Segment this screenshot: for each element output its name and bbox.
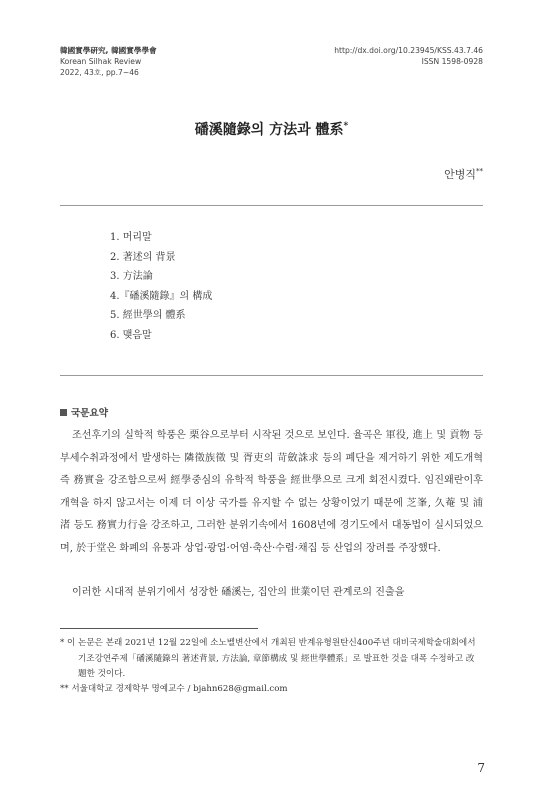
journal-issue: 2022, 43호, pp.7~46 [60,68,139,77]
toc-item: 1. 머리말 [110,232,152,243]
author-name: 안병직 [444,168,476,181]
doi-block [334,45,483,67]
page-number: 7 [477,761,485,775]
abstract-paragraph-2 [60,582,483,605]
footnote-rule [60,628,258,629]
journal-name-english: Korean Silhak Review [60,57,142,66]
author-footnote-mark: ** [476,167,483,176]
abstract-paragraph-2-text: 이러한 시대적 분위기에서 성장한 磻溪는, 집안의 世業이던 관계로의 진출을 [72,587,405,598]
title-footnote-mark: * [343,121,349,132]
toc-item: 4.『磻溪隨錄』의 構成 [110,290,213,302]
table-of-contents [110,228,212,345]
author [444,166,483,182]
square-bullet-icon [60,409,67,416]
abstract-paragraph-1 [60,425,483,561]
toc-item: 3. 方法論 [110,271,153,282]
footnote-author: ** 서울대학교 경제학부 명예교수 / bjahn628@gmail.com [60,684,288,694]
doi-link[interactable]: http://dx.doi.org/10.23945/KSS.43.7.46 [334,46,483,55]
issn: ISSN 1598-0928 [421,57,483,66]
toc-bottom-rule [60,375,483,376]
abstract-heading [60,405,108,419]
toc-item: 6. 맺음말 [110,329,152,341]
toc-top-rule [60,205,483,206]
abstract-heading-label: 국문요약 [71,408,109,419]
journal-name-korean: 韓國實學硏究, 韓國實學學會 [60,46,157,55]
abstract-paragraph-1-text: 조선후기의 실학적 학풍은 栗谷으로부터 시작된 것으로 보인다. 율곡은 軍役, 進上 및 貢物 등 부세수취과정에서 발생하는 隣徵族徵 및 胥吏의 苛斂誅求 등의 폐단을 제거하기 위한 제도개혁 즉 務實을 강조함으로써 經學중심의 유학적 학풍을 經世學으로 크게 회전시켰다. 임진왜란이후 개혁을 하지 않고서는 이제 더 이상 국가를 유지할 수 없는 상황이었기 때문에 芝峯, 久菴 및 浦渚 등도 務實力行을 강조하고, 그러한 분위기속에서 1608년에 경기도에서 대동법이 실시되었으며, 於于堂은 화폐의 유통과 상업·광업·어염·축산·수렵·채집 등 산업의 장려를 주장했다. [60,430,483,554]
journal-header [60,45,157,78]
toc-item: 2. 著述의 背景 [110,251,176,263]
toc-item: 5. 經世學의 體系 [110,310,186,321]
footnote-title: * 이 논문은 본래 2021년 12월 22일에 소노벨변산에서 개최된 반계유형원탄신400주년 대비국제학술대회에서 기조강연주제「磻溪隨錄의 著述背景, 方法論, 章節構成 및 經世學體系」로 발표한 것을 대폭 수정하고 改題한 것이다. [60,638,476,679]
paper-title-text: 磻溪隨錄의 方法과 體系 [194,122,344,138]
paper-title [0,119,543,139]
